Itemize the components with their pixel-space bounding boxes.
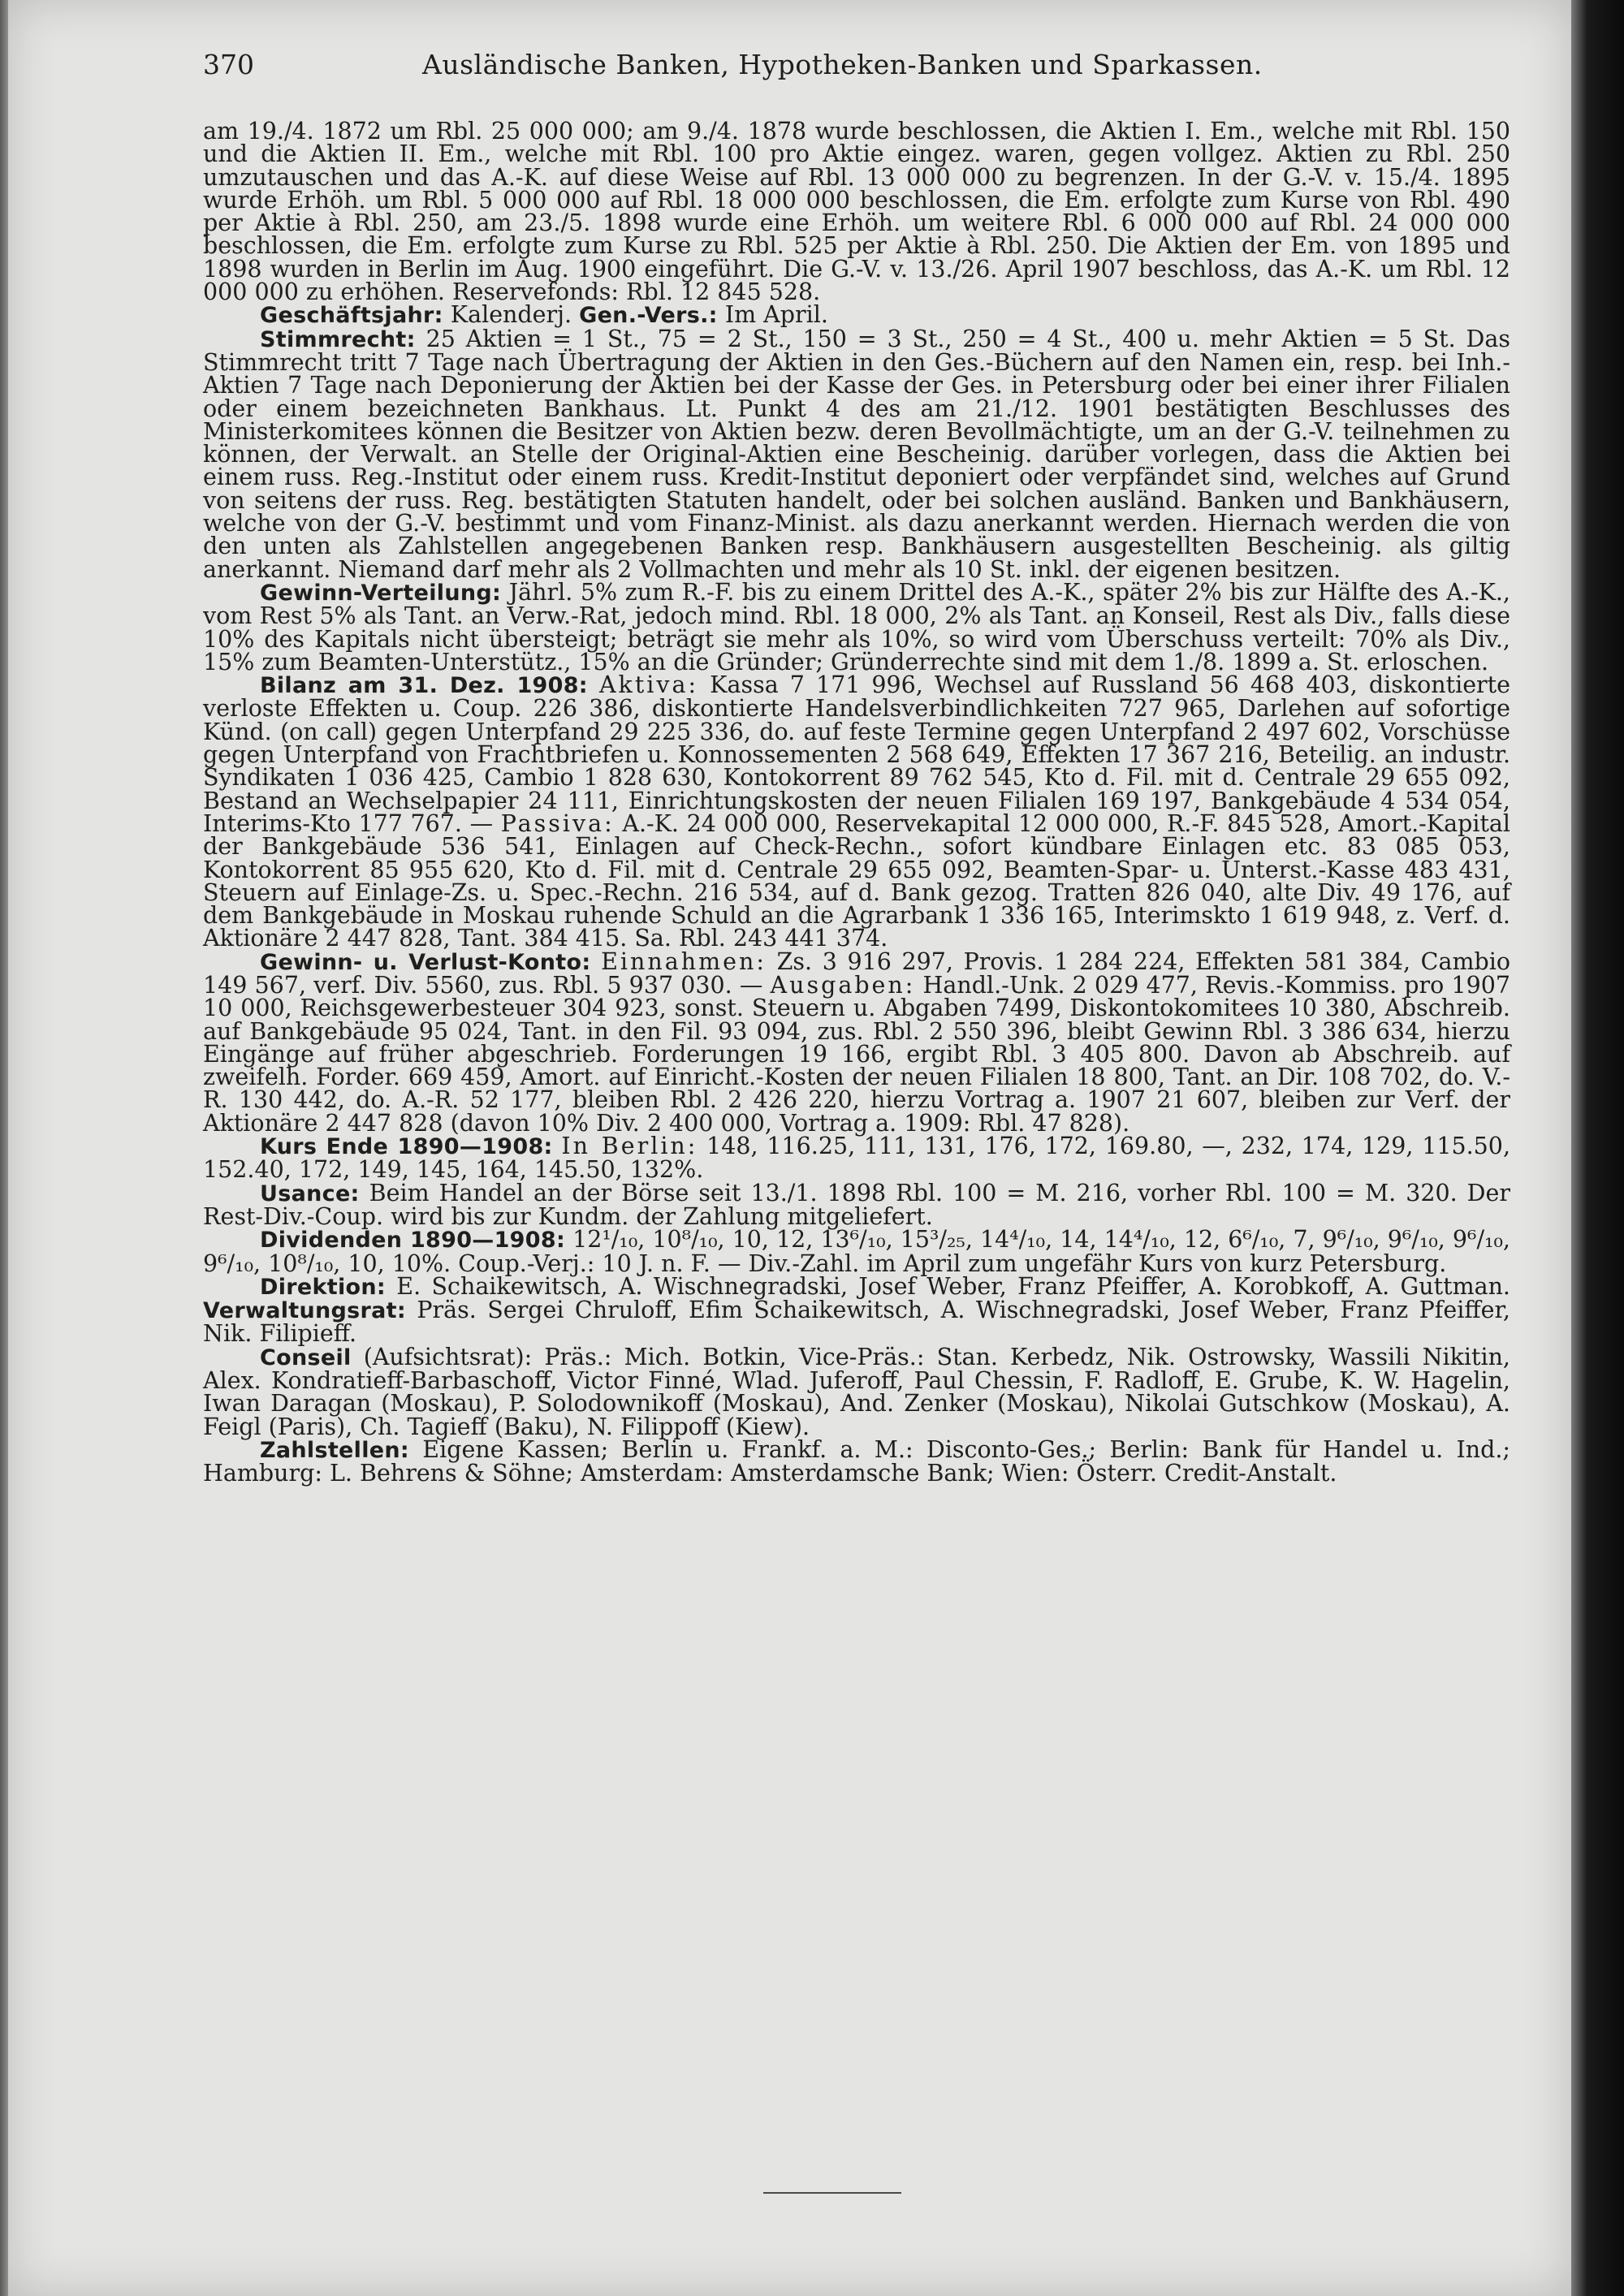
- label-aktiva: Aktiva:: [598, 671, 699, 699]
- paragraph-paying-agents: Zahlstellen: Eigene Kassen; Berlin u. Frankf. a. M.: Disconto-Ges.; Berlin: Bank für Handel u. Ind.; Hamburg: L. Behrens & Söhne; Amsterdam: Amsterdamsche Bank; Wien: Österr. Credit-Anstalt.: [203, 1435, 1510, 1487]
- label-in-berlin: In Berlin:: [561, 1133, 698, 1160]
- scan-binding-edge: [1571, 0, 1624, 2296]
- page-header: [203, 49, 1527, 89]
- label-passiva: Passiva:: [500, 809, 615, 837]
- label-bilanz: Bilanz am 31. Dez. 1908:: [260, 673, 588, 699]
- label-stimmrecht: Stimmrecht:: [260, 326, 416, 352]
- label-usance: Usance:: [260, 1180, 360, 1206]
- label-ausgaben: Ausgaben:: [770, 971, 916, 999]
- paragraph-share-prices: Kurs Ende 1890—1908: In Berlin: 148, 116.25, 111, 131, 176, 172, 169.80, —, 232, 174, 129, 115.50, 152.40, 172, 149, 145, 164, 145.50, 132%.: [203, 1133, 1510, 1184]
- label-kurs: Kurs Ende 1890—1908:: [260, 1134, 553, 1160]
- page-number: 370: [203, 49, 254, 80]
- paragraph-usance: Usance: Beim Handel an der Börse seit 13./1. 1898 Rbl. 100 = M. 216, vorher Rbl. 100 = M. 320. Der Rest-Div.-Coup. wird bis zur Kundm. der Zahlung mitgeliefert.: [203, 1179, 1510, 1230]
- label-zahlstellen: Zahlstellen:: [260, 1437, 410, 1463]
- paragraph-profit-distribution: Gewinn-Verteilung: Jährl. 5% zum R.-F. bis zu einem Drittel des A.-K., später 2% bis zur Hälfte des A.-K., vom Rest 5% als Tant. an Verw.-Rat, jedoch mind. Rbl. 18 000, 2% als Tant. an Konseil, Rest als Div., falls diese 10% des Kapitals nicht übersteigt; beträgt sie mehr als 10%, so wird vom Überschuss verteilt: 70% als Div., 15% zum Beamten-Unterstütz., 15% an die Gründer; Gründerrechte sind mit dem 1./8. 1899 a. St. erloschen.: [203, 578, 1510, 675]
- label-geschaeftsjahr: Geschäftsjahr:: [260, 303, 443, 329]
- running-title: Ausländische Banken, Hypotheken-Banken und Sparkassen.: [422, 49, 1263, 80]
- label-einnahmen: Einnahmen:: [601, 947, 767, 975]
- footer-rule: [763, 2192, 901, 2194]
- label-gen-vers: Gen.-Vers.:: [579, 303, 718, 329]
- paragraph-dividends: Dividenden 1890—1908: 12¹/₁₀, 10⁸/₁₀, 10, 12, 13⁶/₁₀, 15³/₂₅, 14⁴/₁₀, 14, 14⁴/₁₀, 12, 6⁶/₁₀, 7, 9⁶/₁₀, 9⁶/₁₀, 9⁶/₁₀, 9⁶/₁₀, 10⁸/₁₀, 10, 10%. Coup.-Verj.: 10 J. n. F. — Div.-Zahl. im April zum ungefähr Kurs von kurz Petersburg.: [203, 1226, 1510, 1277]
- label-gewinn-verlust: Gewinn- u. Verlust-Konto:: [260, 949, 591, 975]
- label-dividenden: Dividenden 1890—1908:: [260, 1228, 566, 1254]
- paragraph-conseil: Conseil (Aufsichtsrat): Präs.: Mich. Botkin, Vice-Präs.: Stan. Kerbedz, Nik. Ostrowsky, Wassili Nikitin, Alex. Kondratieff-Barbaschoff, Victor Finné, Wlad. Juferoff, Paul Chessin, F. Radloff, E. Grube, K. W. Hagelin, Iwan Daragan (Moskau), P. Solodownikoff (Moskau), And. Zenker (Moskau), Nikolai Gutschkow (Moskau), A. Feigl (Paris), Ch. Tagieff (Baku), N. Filippoff (Kiew).: [203, 1343, 1510, 1440]
- article-body: [203, 120, 1510, 1486]
- label-conseil: Conseil: [260, 1344, 352, 1370]
- paragraph-capital-history: am 19./4. 1872 um Rbl. 25 000 000; am 9./4. 1878 wurde beschlossen, die Aktien I. Em., welche mit Rbl. 150 und die Aktien II. Em., welche mit Rbl. 100 pro Aktie eingez. waren, gegen vollgez. Aktien zu Rbl. 250 umzutauschen und das A.-K. auf diese Weise auf Rbl. 13 000 000 zu begrenzen. In der G.-V. v. 15./4. 1895 wurde Erhöh. um Rbl. 5 000 000 auf Rbl. 18 000 000 beschlossen, die Em. erfolgte zum Kurse von Rbl. 490 per Aktie à Rbl. 250, am 23./5. 1898 wurde eine Erhöh. um weitere Rbl. 6 000 000 auf Rbl. 24 000 000 beschlossen, die Em. erfolgte zum Kurse zu Rbl. 525 per Aktie à Rbl. 250. Die Aktien der Em. von 1895 und 1898 wurden in Berlin im Aug. 1900 eingeführt. Die G.-V. v. 13./26. April 1907 beschloss, das A.-K. um Rbl. 12 000 000 zu erhöhen. Reservefonds: Rbl. 12 845 528.: [203, 118, 1510, 306]
- paragraph-fiscal-year: Geschäftsjahr: Kalenderj. Gen.-Vers.: Im April.: [260, 301, 828, 329]
- label-direktion: Direktion:: [260, 1274, 386, 1300]
- paragraph-profit-loss: Gewinn- u. Verlust-Konto: Einnahmen: Zs. 3 916 297, Provis. 1 284 224, Effekten 581 384, Cambio 149 567, verf. Div. 5560, zus. Rbl. 5 937 030. — Ausgaben: Handl.-Unk. 2 029 477, Revis.-Kommiss. pro 1907 10 000, Reichsgewerbesteuer 304 923, sonst. Steuern u. Abgaben 7499, Diskontokomitees 10 380, Abschreib. auf Bankgebäude 95 024, Tant. in den Fil. 93 094, zus. Rbl. 2 550 396, bleibt Gewinn Rbl. 3 386 634, hierzu Eingänge auf früher abgeschrieb. Forderungen 19 166, ergibt Rbl. 3 405 800. Davon ab Abschreib. auf zweifelh. Forder. 669 459, Amort. auf Einricht.-Kosten der neuen Filialen 18 800, Tant. an Dir. 108 702, do. V.-R. 130 442, do. A.-R. 52 177, bleiben Rbl. 2 426 220, hierzu Vortrag a. 1907 21 607, bleiben zur Verf. der Aktionäre 2 447 828 (davon 10% Div. 2 400 000, Vortrag a. 1909: Rbl. 47 828).: [203, 947, 1511, 1137]
- paragraph-balance-sheet: Bilanz am 31. Dez. 1908: Aktiva: Kassa 7 171 996, Wechsel auf Russland 56 468 403, diskontierte verloste Effekten u. Coup. 226 386, diskontierte Handelsverbindlichkeiten 727 965, Darlehen auf sofortige Künd. (on call) gegen Unterpfand 29 225 336, do. auf feste Termine gegen Unterpfand 2 497 602, Vorschüsse gegen Unterpfand von Frachtbriefen u. Konnossementen 2 568 649, Effekten 17 367 216, Beteilig. an industr. Syndikaten 1 036 425, Cambio 1 828 630, Kontokorrent 89 762 545, Kto d. Fil. mit d. Centrale 29 655 092, Bestand an Wechselpapier 24 111, Einrichtungskosten der neuen Filialen 169 197, Bankgebäude 4 534 054, Interims-Kto 177 767. — Passiva: A.-K. 24 000 000, Reservekapital 12 000 000, R.-F. 845 528, Amort.-Kapital der Bankgebäude 536 541, Einlagen auf Check-Rechn., sofort kündbare Einlagen etc. 83 085 053, Kontokorrent 85 955 620, Kto d. Fil. mit d. Centrale 29 655 092, Beamten-Spar- u. Unterst.-Kasse 483 431, Steuern auf Einlage-Zs. u. Spec.-Rechn. 216 534, auf d. Bank gezog. Tratten 826 040, alte Div. 49 176, auf dem Bankgebäude in Moskau ruhende Schuld an die Agrarbank 1 336 165, Interimskto 1 619 948, z. Verf. d. Aktionäre 2 447 828, Tant. 384 415. Sa. Rbl. 243 441 374.: [203, 671, 1511, 952]
- paragraph-directors: Direktion: E. Schaikewitsch, A. Wischnegradski, Josef Weber, Franz Pfeiffer, A. Korobkoff, A. Guttman. Verwaltungsrat: Präs. Sergei Chruloff, Efim Schaikewitsch, A. Wischnegradski, Josef Weber, Franz Pfeiffer, Nik. Filipieff.: [203, 1272, 1510, 1348]
- paragraph-voting-rights: Stimmrecht: 25 Aktien = 1 St., 75 = 2 St., 150 = 3 St., 250 = 4 St., 400 u. mehr Aktien = 5 St. Das Stimmrecht tritt 7 Tage nach Übertragung der Aktien in den Ges.-Büchern auf den Namen ein, resp. bei Inh.-Aktien 7 Tage nach Deponierung der Aktien bei der Kasse der Ges. in Petersburg oder bei einer ihrer Filialen oder einem bezeichneten Bankhaus. Lt. Punkt 4 des am 21./12. 1901 bestätigten Beschlusses des Ministerkomitees können die Besitzer von Aktien bezw. deren Bevollmächtigte, um an der G.-V. teilnehmen zu können, der Verwalt. an Stelle der Original-Aktien eine Bescheinig. darüber vorlegen, dass die Aktien bei einem russ. Reg.-Institut oder einem russ. Kredit-Institut deponiert oder verpfändet sind, welches auf Grund von seitens der russ. Reg. bestätigten Statuten handelt, oder bei solchen ausländ. Banken und Bankhäusern, welche von der G.-V. bestimmt und vom Finanz-Minist. als dazu anerkannt werden. Hiernach werden die von den unten als Zahlstellen angegebenen Banken resp. Bankhäusern ausgestellten Bescheinig. als giltig anerkannt. Niemand darf mehr als 2 Vollmachten und mehr als 10 St. inkl. der eigenen besitzen.: [203, 325, 1510, 583]
- label-verwaltungsrat: Verwaltungsrat:: [203, 1298, 406, 1324]
- label-gewinn-verteilung: Gewinn-Verteilung:: [260, 580, 502, 606]
